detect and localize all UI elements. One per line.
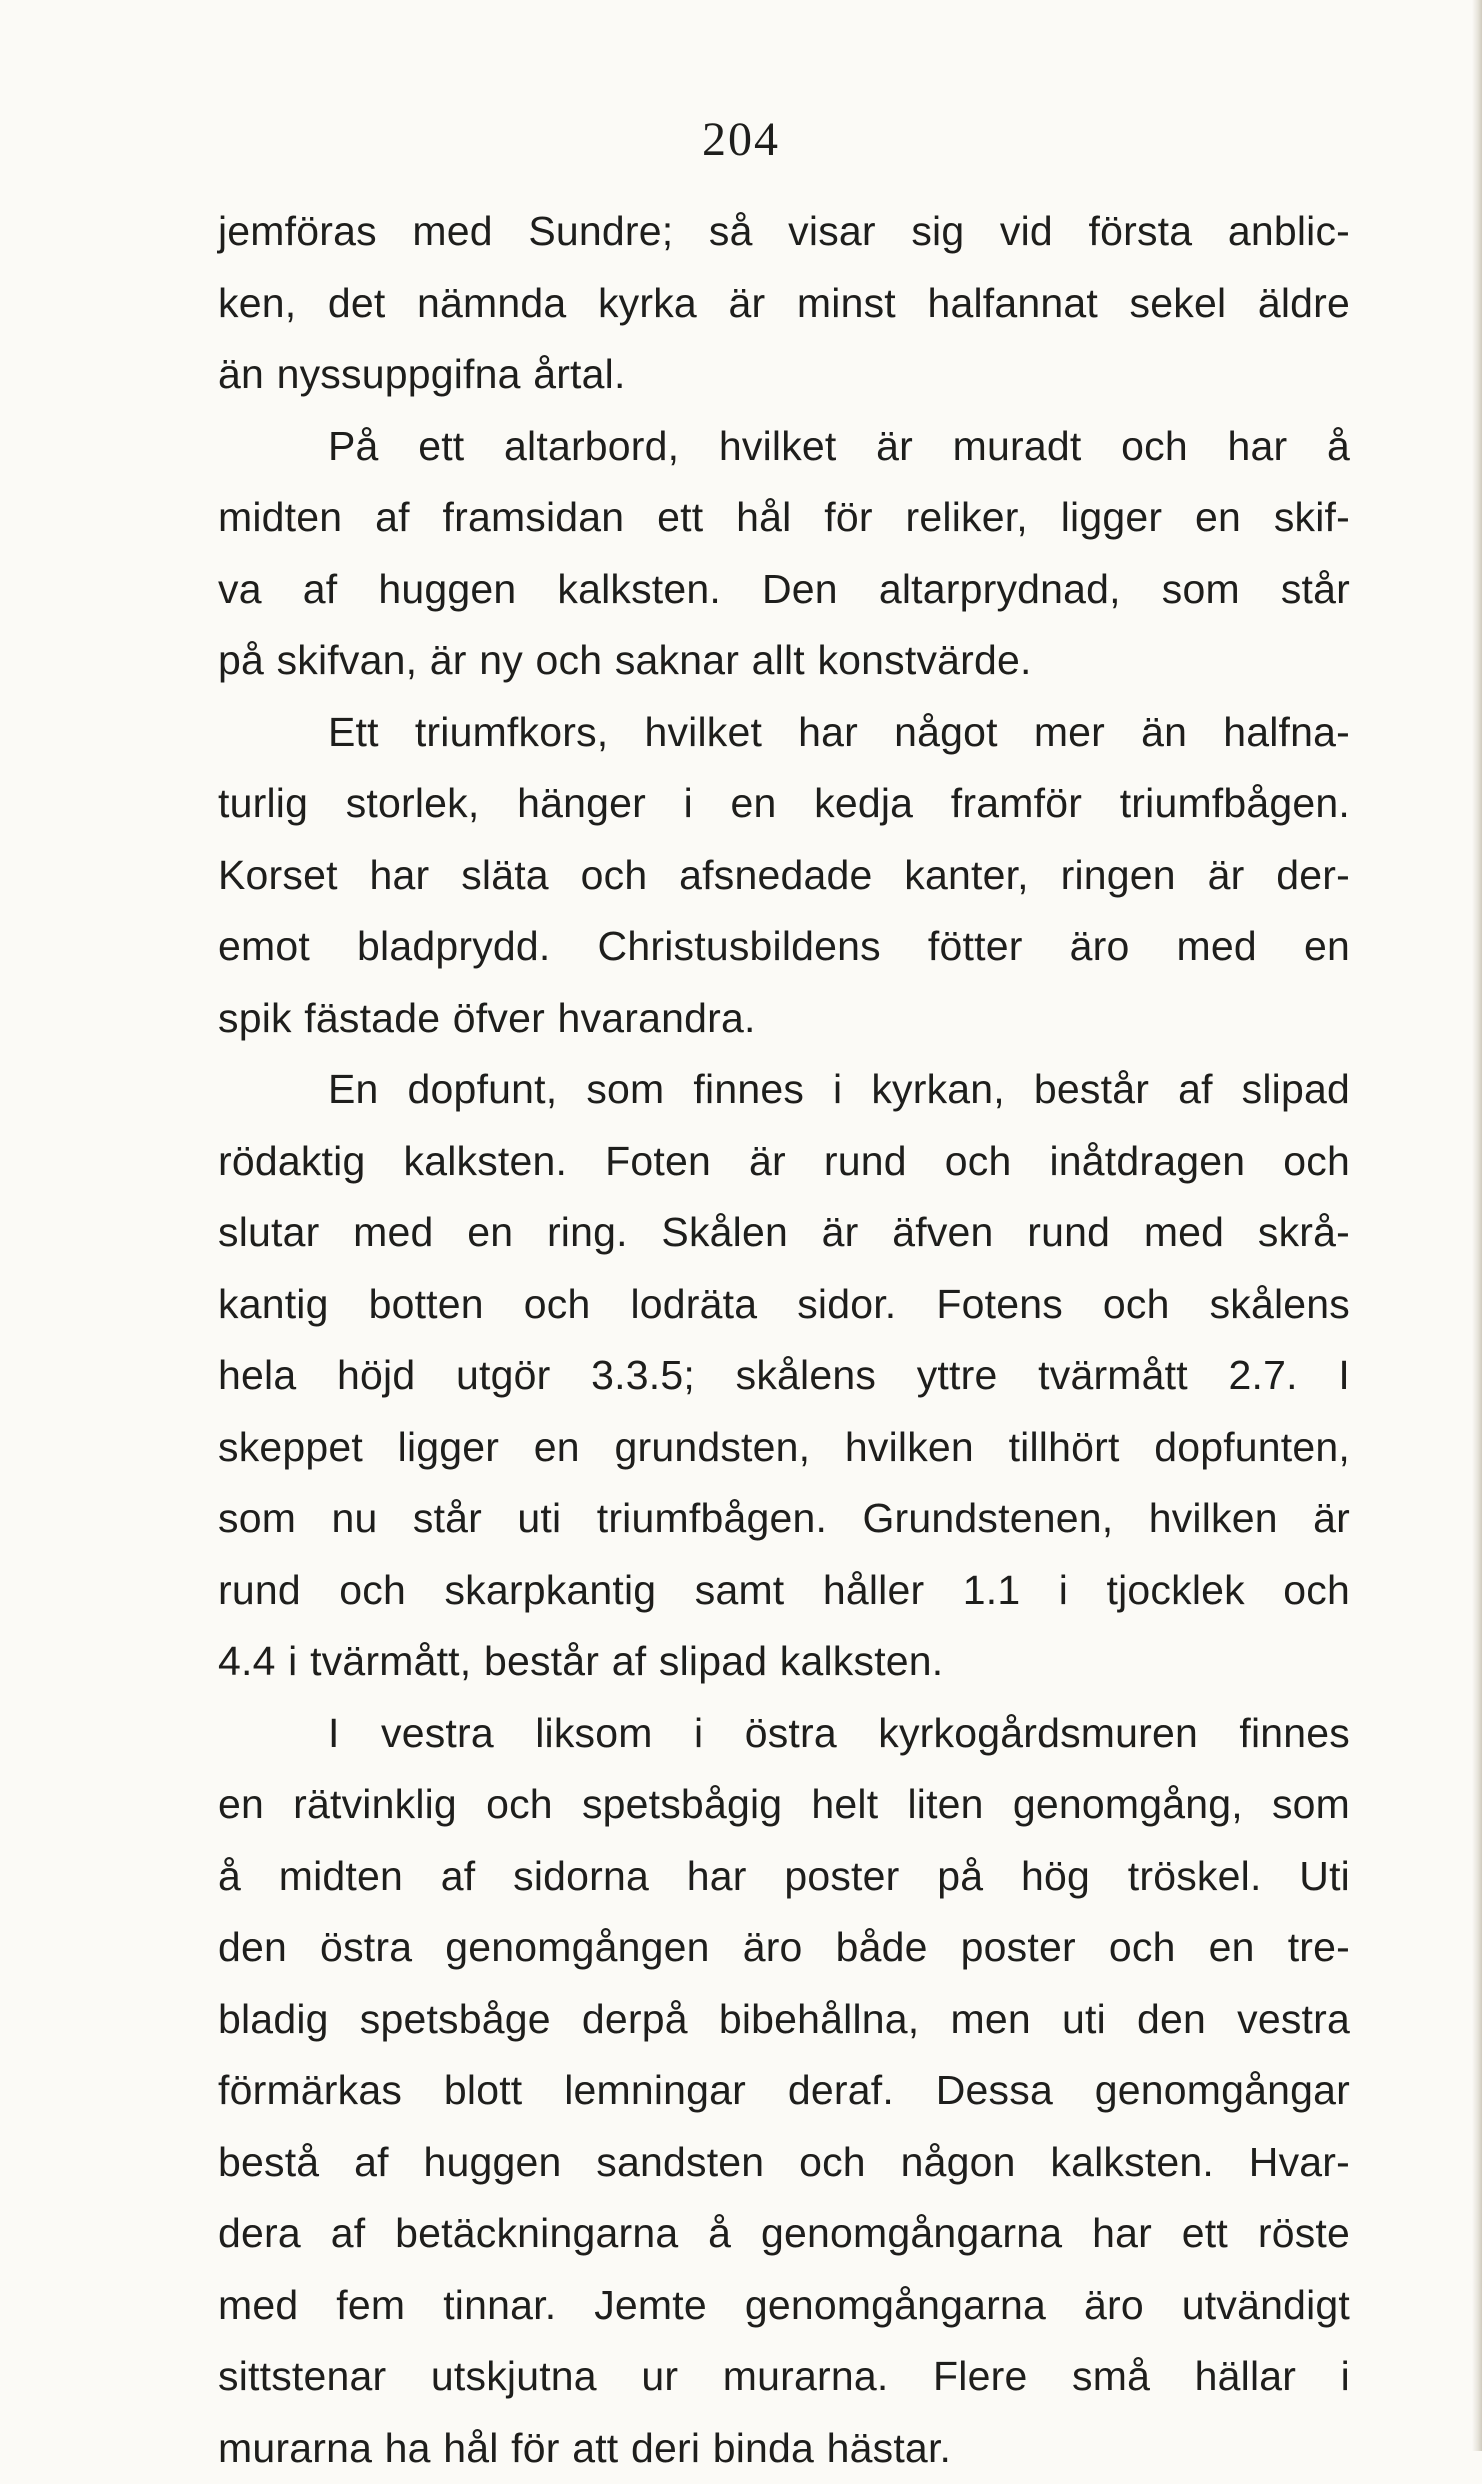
- text-line: rödaktig kalksten. Foten är rund och inåtdragen och: [218, 1126, 1350, 1198]
- page-number: 204: [0, 112, 1482, 167]
- text-line: slutar med en ring. Skålen är äfven rund med skrå-: [218, 1197, 1350, 1269]
- text-line: hela höjd utgör 3.3.5; skålens yttre tvärmått 2.7. I: [218, 1340, 1350, 1412]
- text-line: rund och skarpkantig samt håller 1.1 i tjocklek och: [218, 1555, 1350, 1627]
- text-line: med fem tinnar. Jemte genomgångarna äro utvändigt: [218, 2270, 1350, 2342]
- text-line: En dopfunt, som finnes i kyrkan, består af slipad: [218, 1054, 1350, 1126]
- text-line: 4.4 i tvärmått, består af slipad kalksten.: [218, 1626, 1350, 1698]
- text-line: å midten af sidorna har poster på hög tröskel. Uti: [218, 1841, 1350, 1913]
- text-line: I vestra liksom i östra kyrkogårdsmuren finnes: [218, 1698, 1350, 1770]
- text-line: förmärkas blott lemningar deraf. Dessa genomgångar: [218, 2055, 1350, 2127]
- text-line: ken, det nämnda kyrka är minst halfannat sekel äldre: [218, 268, 1350, 340]
- text-line: turlig storlek, hänger i en kedja framför triumfbågen.: [218, 768, 1350, 840]
- text-line: sittstenar utskjutna ur murarna. Flere små hällar i: [218, 2341, 1350, 2413]
- text-line: Korset har släta och afsnedade kanter, ringen är der-: [218, 840, 1350, 912]
- scan-edge: [1472, 0, 1482, 2451]
- text-line: på skifvan, är ny och saknar allt konstvärde.: [218, 625, 1350, 697]
- text-line: murarna ha hål för att deri binda hästar.: [218, 2413, 1350, 2484]
- text-line: bladig spetsbåge derpå bibehållna, men uti den vestra: [218, 1984, 1350, 2056]
- text-line: som nu står uti triumfbågen. Grundstenen, hvilken är: [218, 1483, 1350, 1555]
- text-line: skeppet ligger en grundsten, hvilken tillhört dopfunten,: [218, 1412, 1350, 1484]
- text-line: jemföras med Sundre; så visar sig vid första anblic-: [218, 196, 1350, 268]
- text-line: spik fästade öfver hvarandra.: [218, 983, 1350, 1055]
- text-line: en rätvinklig och spetsbågig helt liten genomgång, som: [218, 1769, 1350, 1841]
- text-line: den östra genomgången äro både poster och en tre-: [218, 1912, 1350, 1984]
- body-text: [218, 196, 1350, 2484]
- text-line: Ett triumfkors, hvilket har något mer än halfna-: [218, 697, 1350, 769]
- text-line: bestå af huggen sandsten och någon kalksten. Hvar-: [218, 2127, 1350, 2199]
- text-line: På ett altarbord, hvilket är muradt och har å: [218, 411, 1350, 483]
- text-line: midten af framsidan ett hål för reliker, ligger en skif-: [218, 482, 1350, 554]
- text-line: va af huggen kalksten. Den altarprydnad, som står: [218, 554, 1350, 626]
- text-line: dera af betäckningarna å genomgångarna har ett röste: [218, 2198, 1350, 2270]
- text-line: kantig botten och lodräta sidor. Fotens och skålens: [218, 1269, 1350, 1341]
- text-line: emot bladprydd. Christusbildens fötter äro med en: [218, 911, 1350, 983]
- text-line: än nyssuppgifna årtal.: [218, 339, 1350, 411]
